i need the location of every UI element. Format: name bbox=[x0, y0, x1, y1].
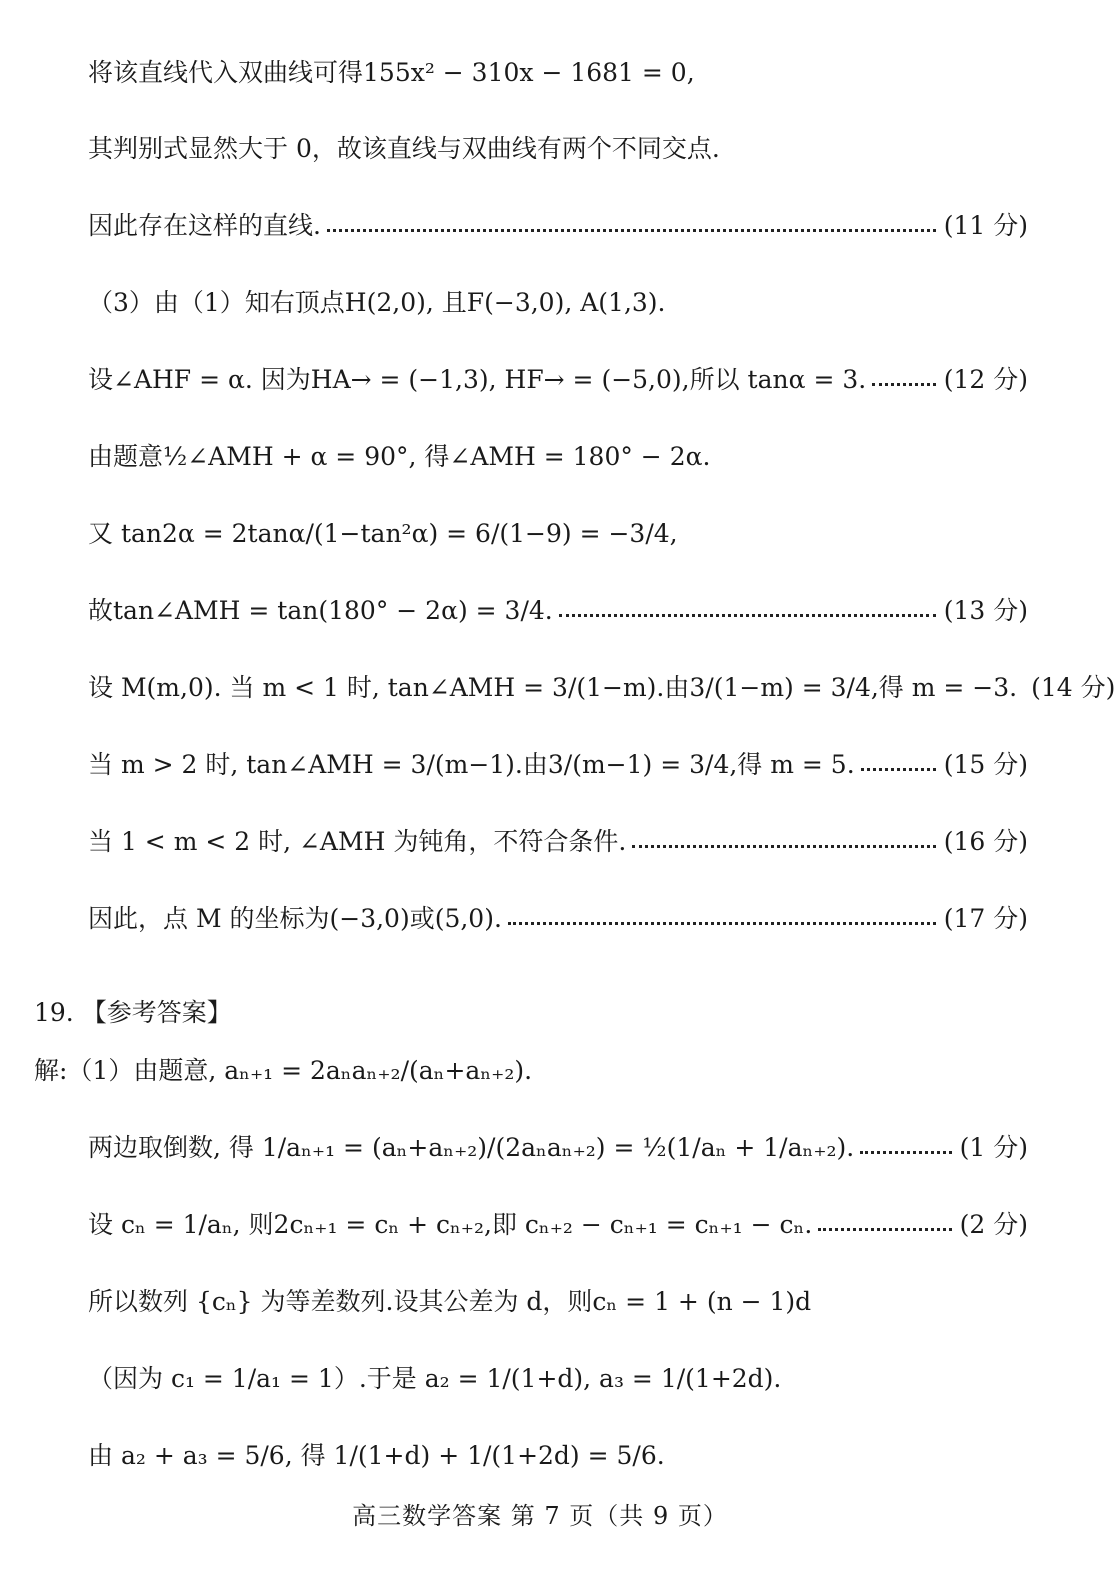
score-label: (13 分) bbox=[943, 596, 1028, 625]
line-1 bbox=[88, 56, 1028, 90]
dotted-leader bbox=[861, 768, 936, 771]
line-2 bbox=[88, 132, 1028, 166]
line-text: 19. 【参考答案】 bbox=[34, 998, 232, 1027]
line-5 bbox=[88, 363, 1028, 397]
line-11 bbox=[88, 825, 1028, 859]
line-text: （因为 c₁ = 1/a₁ = 1）.于是 a₂ = 1/(1+d), a₃ = 1/(1+2d). bbox=[88, 1364, 782, 1393]
dotted-leader bbox=[327, 229, 936, 232]
line-text: 设 cₙ = 1/aₙ, 则2cₙ₊₁ = cₙ + cₙ₊₂,即 cₙ₊₂ − cₙ₊₁ = cₙ₊₁ − cₙ. bbox=[88, 1210, 813, 1239]
line-text: 两边取倒数, 得 1/aₙ₊₁ = (aₙ+aₙ₊₂)/(2aₙaₙ₊₂) = ½(1/aₙ + 1/aₙ₊₂). bbox=[88, 1133, 855, 1162]
section-heading bbox=[34, 996, 1028, 1030]
score-label: (1 分) bbox=[959, 1133, 1028, 1162]
dotted-leader bbox=[872, 383, 936, 386]
line-text: 解:（1）由题意, aₙ₊₁ = 2aₙaₙ₊₂/(aₙ+aₙ₊₂). bbox=[34, 1056, 533, 1085]
line-16 bbox=[88, 1208, 1028, 1242]
line-19 bbox=[88, 1439, 1028, 1473]
page-footer: 高三数学答案 第 7 页（共 9 页） bbox=[352, 1502, 728, 1530]
line-text: 将该直线代入双曲线可得155x² − 310x − 1681 = 0, bbox=[88, 58, 695, 87]
line-text: （3）由（1）知右顶点H(2,0), 且F(−3,0), A(1,3). bbox=[88, 288, 666, 317]
line-12 bbox=[88, 902, 1028, 936]
line-18 bbox=[88, 1362, 1028, 1396]
line-text: 故tan∠AMH = tan(180° − 2α) = 3/4. bbox=[88, 596, 553, 625]
line-text: 当 m > 2 时, tan∠AMH = 3/(m−1).由3/(m−1) = 3/4,得 m = 5. bbox=[88, 750, 855, 779]
line-8 bbox=[88, 594, 1028, 628]
line-17 bbox=[88, 1285, 1028, 1319]
line-15 bbox=[88, 1131, 1028, 1165]
line-text: 因此存在这样的直线. bbox=[88, 211, 321, 240]
dotted-leader bbox=[559, 614, 936, 617]
score-label: (17 分) bbox=[943, 904, 1028, 933]
line-7 bbox=[88, 517, 1028, 551]
score-label: (16 分) bbox=[943, 827, 1028, 856]
line-text: 由题意½∠AMH + α = 90°, 得∠AMH = 180° − 2α. bbox=[88, 442, 711, 471]
line-text: 设∠AHF = α. 因为HA→ = (−1,3), HF→ = (−5,0),所以 tanα = 3. bbox=[88, 365, 867, 394]
line-4 bbox=[88, 286, 1028, 320]
line-14 bbox=[34, 1054, 1028, 1088]
score-label: (15 分) bbox=[943, 750, 1028, 779]
dotted-leader bbox=[818, 1228, 951, 1231]
line-6 bbox=[88, 440, 1028, 474]
dotted-leader bbox=[860, 1151, 951, 1154]
line-text: 由 a₂ + a₃ = 5/6, 得 1/(1+d) + 1/(1+2d) = 5/6. bbox=[88, 1441, 665, 1470]
score-label: (2 分) bbox=[959, 1210, 1028, 1239]
line-text: 又 tan2α = 2tanα/(1−tan²α) = 6/(1−9) = −3/4, bbox=[88, 519, 678, 548]
line-3 bbox=[88, 209, 1028, 243]
line-text: 设 M(m,0). 当 m < 1 时, tan∠AMH = 3/(1−m).由3/(1−m) = 3/4,得 m = −3. bbox=[88, 673, 1018, 702]
dotted-leader bbox=[508, 922, 936, 925]
line-text: 因此，点 M 的坐标为(−3,0)或(5,0). bbox=[88, 904, 502, 933]
score-label: (14 分) bbox=[1031, 673, 1115, 702]
line-text: 所以数列 {cₙ} 为等差数列.设其公差为 d，则cₙ = 1 + (n − 1)d bbox=[88, 1287, 812, 1316]
line-text: 其判别式显然大于 0，故该直线与双曲线有两个不同交点. bbox=[88, 134, 720, 163]
score-label: (11 分) bbox=[943, 211, 1028, 240]
score-label: (12 分) bbox=[943, 365, 1028, 394]
dotted-leader bbox=[632, 845, 935, 848]
line-10 bbox=[88, 748, 1028, 782]
line-9 bbox=[88, 671, 1115, 705]
line-text: 当 1 < m < 2 时, ∠AMH 为钝角，不符合条件. bbox=[88, 827, 627, 856]
